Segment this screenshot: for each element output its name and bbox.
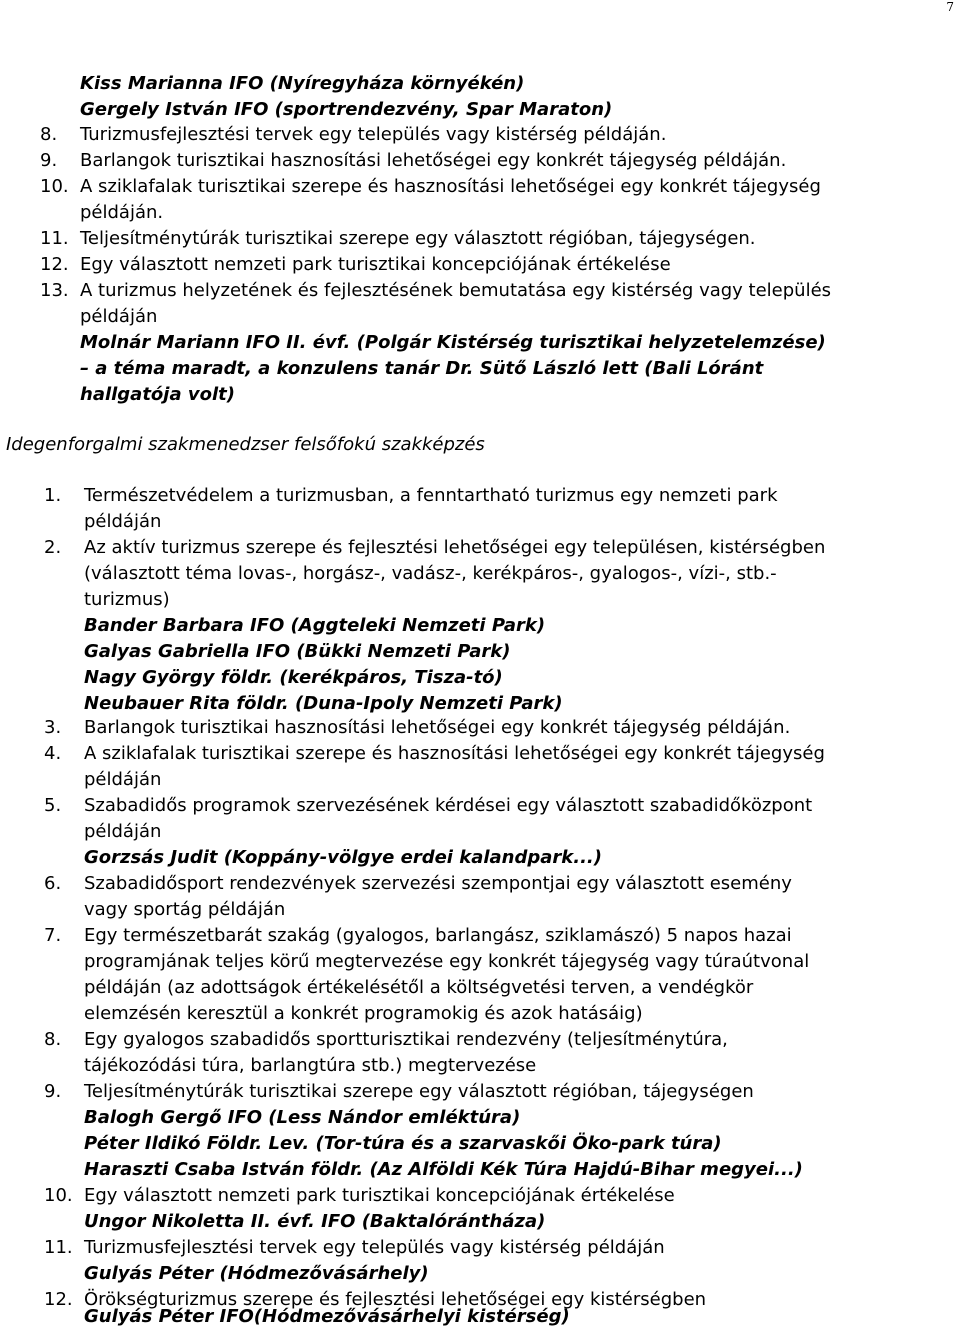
list-number: 1.	[44, 485, 62, 506]
section-heading: Idegenforgalmi szakmenedzser felsőfokú szakképzés	[6, 434, 485, 455]
list-item-text: A turizmus helyzetének és fejlesztésének bemutatása egy kistérség vagy település	[80, 280, 832, 301]
list-item-text: Egy gyalogos szabadidős sportturisztikai rendezvény (teljesítménytúra,	[84, 1029, 728, 1050]
list-item-text: példáján	[84, 769, 162, 790]
list-item-text: példáján (az adottságok értékelésétől a költségvetési terven, a vendégkör	[84, 977, 754, 998]
list-item-text: Egy választott nemzeti park turisztikai koncepciójának értékelése	[80, 254, 671, 275]
student-line: Gergely István IFO (sportrendezvény, Spar Maraton)	[80, 99, 613, 120]
student-line: Kiss Marianna IFO (Nyíregyháza környékén)	[80, 73, 525, 94]
list-item-text: Egy természetbarát szakág (gyalogos, barlangász, sziklamászó) 5 napos hazai	[84, 925, 792, 946]
list-item-text: elemzésén keresztül a konkrét programokig és azok hatásáig)	[84, 1003, 643, 1024]
list-item-text: tájékozódási túra, barlangtúra stb.) megtervezése	[84, 1055, 537, 1076]
list-item-text: A sziklafalak turisztikai szerepe és hasznosítási lehetőségei egy konkrét tájegység	[80, 176, 821, 197]
list-number: 8.	[40, 124, 58, 145]
student-line: Molnár Mariann IFO II. évf. (Polgár Kistérség turisztikai helyzetelemzése)	[80, 332, 826, 353]
list-number: 2.	[44, 537, 62, 558]
list-number: 13.	[40, 280, 69, 301]
student-line: Neubauer Rita földr. (Duna-Ipoly Nemzeti Park)	[84, 693, 563, 714]
list-item-text: Teljesítménytúrák turisztikai szerepe egy választott régióban, tájegységen	[84, 1081, 754, 1102]
student-line: Balogh Gergő IFO (Less Nándor emléktúra)	[84, 1107, 521, 1128]
student-line: Bander Barbara IFO (Aggteleki Nemzeti Park)	[84, 615, 546, 636]
list-item-text: Turizmusfejlesztési tervek egy település vagy kistérség példáján	[84, 1237, 665, 1258]
list-number: 11.	[40, 228, 69, 249]
list-item-text: példáján	[84, 821, 162, 842]
list-item-text: Teljesítménytúrák turisztikai szerepe egy választott régióban, tájegységen.	[80, 228, 756, 249]
list-item-text: turizmus)	[84, 589, 170, 610]
student-line: Nagy György földr. (kerékpáros, Tisza-tó)	[84, 667, 503, 688]
list-item-text: példáján	[84, 511, 162, 532]
list-number: 10.	[40, 176, 69, 197]
list-item-text: Barlangok turisztikai hasznosítási lehetőségei egy konkrét tájegység példáján.	[84, 717, 791, 738]
list-item-text: Természetvédelem a turizmusban, a fenntartható turizmus egy nemzeti park	[84, 485, 778, 506]
list-number: 12.	[44, 1289, 73, 1310]
list-number: 3.	[44, 717, 62, 738]
student-line: Ungor Nikoletta II. évf. IFO (Baktalórántháza)	[84, 1211, 546, 1232]
student-line: Péter Ildikó Földr. Lev. (Tor-túra és a szarvaskői Öko-park túra)	[84, 1133, 722, 1154]
list-item-text: programjának teljes körű megtervezése egy konkrét tájegység vagy túraútvonal	[84, 951, 810, 972]
student-line: Gulyás Péter (Hódmezővásárhely)	[84, 1263, 429, 1284]
student-line: hallgatója volt)	[80, 384, 235, 405]
list-number: 11.	[44, 1237, 73, 1258]
list-item-text: A sziklafalak turisztikai szerepe és hasznosítási lehetőségei egy konkrét tájegység	[84, 743, 825, 764]
list-item-text: Szabadidős programok szervezésének kérdései egy választott szabadidőközpont	[84, 795, 813, 816]
list-number: 9.	[40, 150, 58, 171]
list-item-text: Turizmusfejlesztési tervek egy település vagy kistérség példáján.	[80, 124, 667, 145]
student-line: Haraszti Csaba István földr. (Az Alföldi Kék Túra Hajdú-Bihar megyei...)	[84, 1159, 803, 1180]
list-number: 6.	[44, 873, 62, 894]
student-line: Gorzsás Judit (Koppány-völgye erdei kalandpark...)	[84, 847, 602, 868]
student-line: Galyas Gabriella IFO (Bükki Nemzeti Park)	[84, 641, 511, 662]
list-number: 7.	[44, 925, 62, 946]
list-item-text: Szabadidősport rendezvények szervezési szempontjai egy választott esemény	[84, 873, 792, 894]
list-item-text: Egy választott nemzeti park turisztikai koncepciójának értékelése	[84, 1185, 675, 1206]
list-number: 12.	[40, 254, 69, 275]
list-item-text: Örökségturizmus szerepe és fejlesztési lehetőségei egy kistérségben	[84, 1289, 707, 1310]
page-number: 7	[946, 0, 954, 14]
list-number: 9.	[44, 1081, 62, 1102]
list-number: 5.	[44, 795, 62, 816]
list-item-text: példáján.	[80, 202, 164, 223]
list-item-text: (választott téma lovas-, horgász-, vadász-, kerékpáros-, gyalogos-, vízi-, stb.-	[84, 563, 777, 584]
list-item-text: Barlangok turisztikai hasznosítási lehetőségei egy konkrét tájegység példáján.	[80, 150, 787, 171]
list-item-text: példáján	[80, 306, 158, 327]
list-item-text: Az aktív turizmus szerepe és fejlesztési lehetőségei egy településen, kistérségben	[84, 537, 826, 558]
list-item-text: vagy sportág példáján	[84, 899, 286, 920]
list-number: 8.	[44, 1029, 62, 1050]
student-line: – a téma maradt, a konzulens tanár Dr. Sütő László lett (Bali Lóránt	[80, 358, 764, 379]
list-number: 4.	[44, 743, 62, 764]
list-number: 10.	[44, 1185, 73, 1206]
student-line: Gulyás Péter IFO(Hódmezővásárhelyi kistérség)	[84, 1306, 570, 1327]
